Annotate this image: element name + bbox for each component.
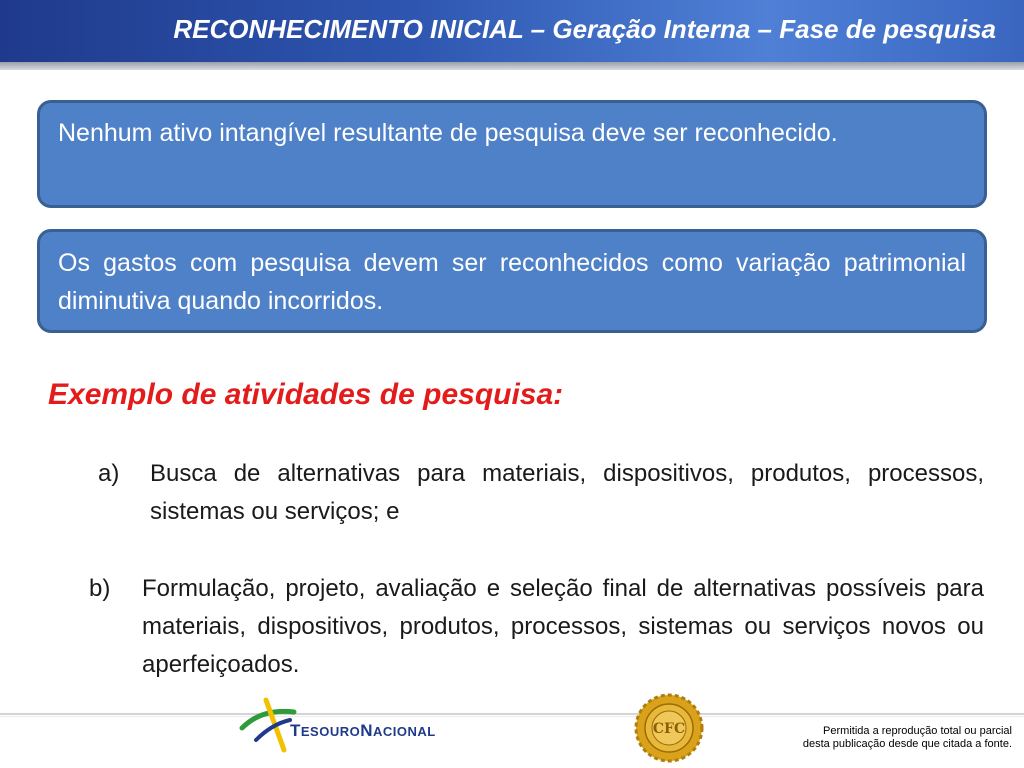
cfc-seal-icon bbox=[634, 693, 704, 763]
list-item bbox=[98, 455, 984, 531]
info-box-text: Nenhum ativo intangível resultante de pesquisa deve ser reconhecido. bbox=[58, 119, 838, 147]
example-heading: Exemplo de atividades de pesquisa: bbox=[48, 378, 564, 411]
list-marker: b) bbox=[89, 575, 111, 602]
reproduction-notice-line: desta publicação desde que citada a fonte. bbox=[802, 738, 1012, 750]
list-marker: a) bbox=[98, 460, 120, 487]
slide-header bbox=[0, 0, 1024, 62]
cfc-seal-text: CFC bbox=[652, 721, 686, 737]
reproduction-notice-line: Permitida a reprodução total ou parcial bbox=[823, 725, 1012, 737]
info-box-text: Os gastos com pesquisa devem ser reconhecidos como variação patrimonial diminutiva quando incorridos. bbox=[58, 249, 966, 315]
info-box-no-recognition bbox=[37, 100, 987, 208]
header-divider bbox=[0, 62, 1024, 70]
list-item-text: Busca de alternativas para materiais, dispositivos, produtos, processos, sistemas ou serviços; e bbox=[150, 460, 984, 525]
footer-divider bbox=[0, 713, 1024, 715]
slide-title: RECONHECIMENTO INICIAL – Geração Interna – Fase de pesquisa bbox=[173, 14, 996, 44]
list-item bbox=[89, 570, 984, 684]
reproduction-notice bbox=[803, 725, 1012, 751]
list-item-text: Formulação, projeto, avaliação e seleção final de alternativas possíveis para materiais, dispositivos, produtos, processos, sistemas ou serviços novos ou aperfeiçoados. bbox=[142, 575, 984, 678]
tesouro-nacional-wordmark: TESOURONACIONAL bbox=[290, 721, 436, 740]
footer-divider-shadow bbox=[0, 716, 1024, 717]
info-box-expense-recognition bbox=[37, 229, 987, 333]
